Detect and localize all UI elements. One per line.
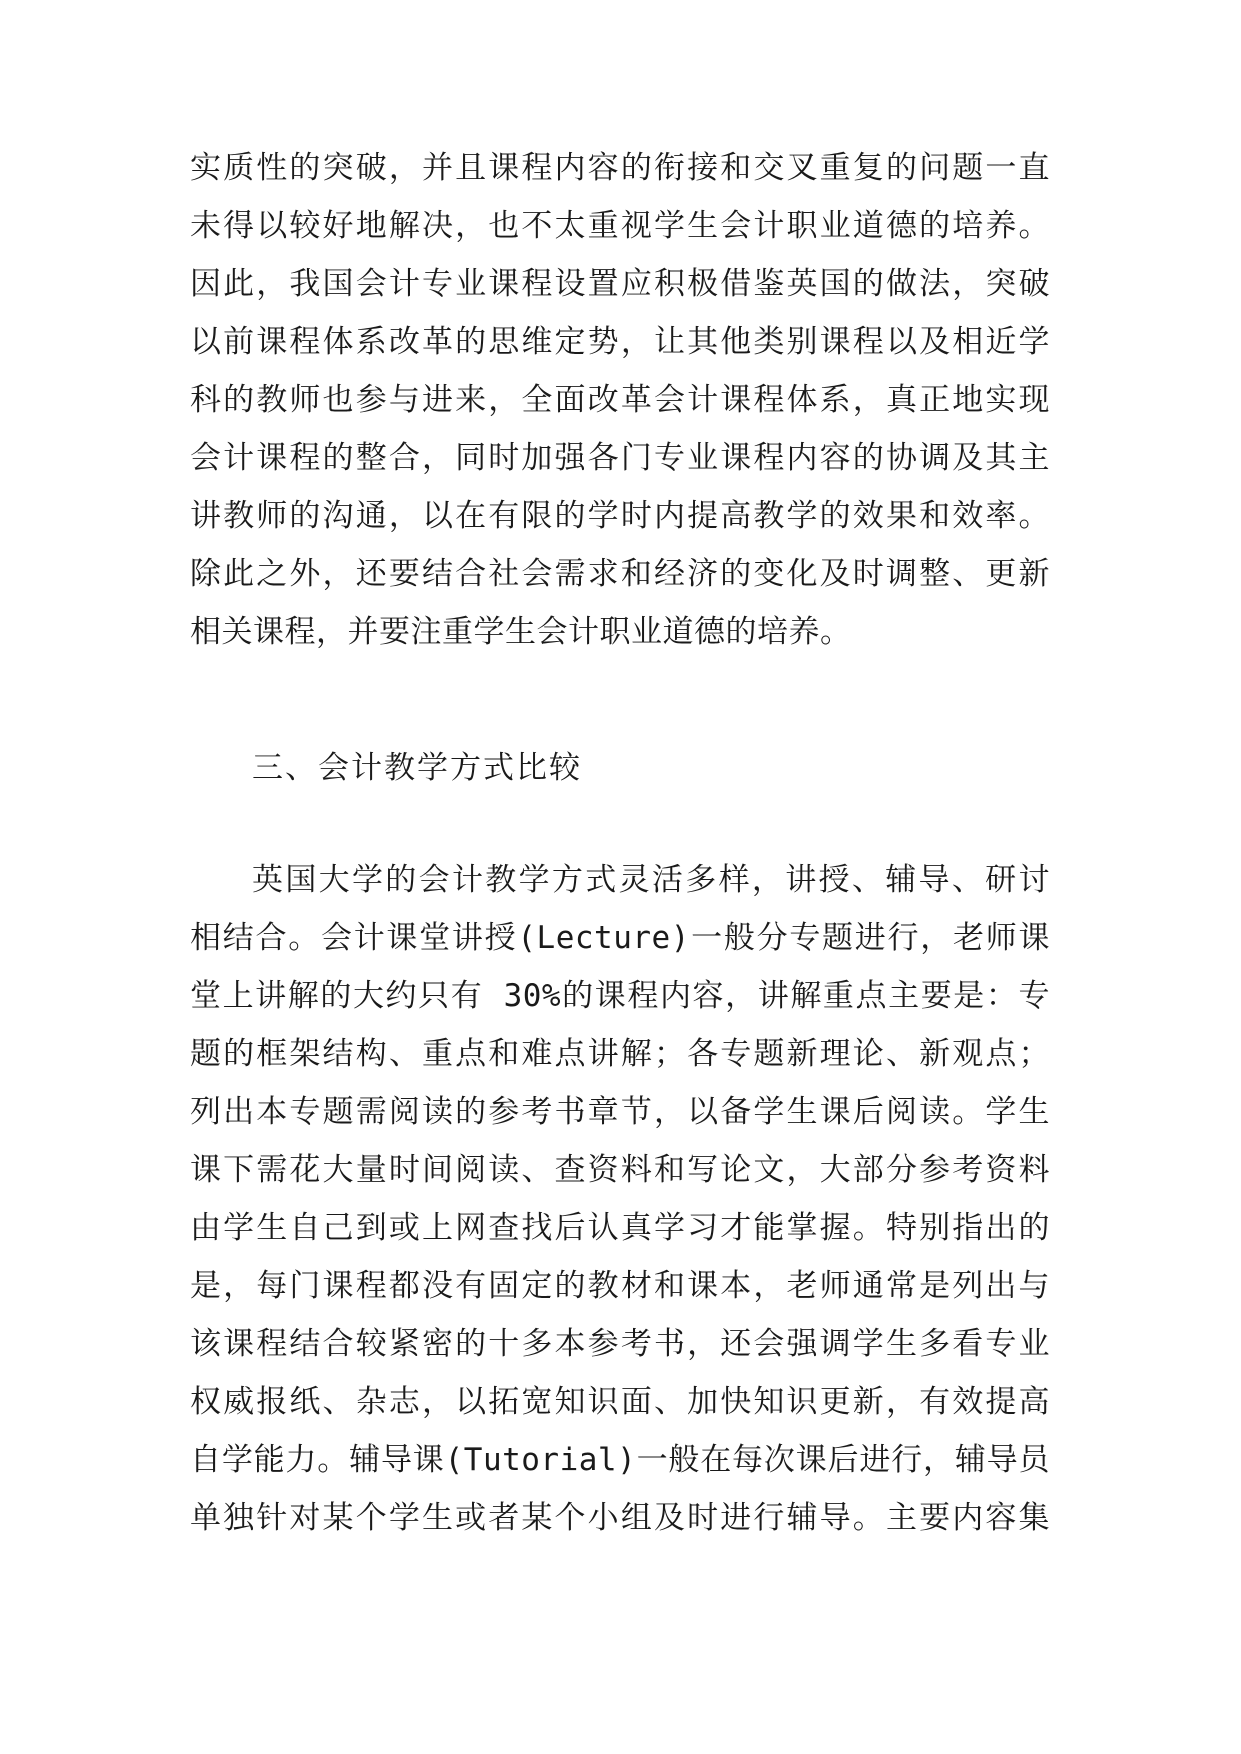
paragraph-line: 列出本专题需阅读的参考书章节，以备学生课后阅读。学生	[190, 1094, 1050, 1130]
paragraph-line: 由学生自己到或上网查找后认真学习才能掌握。特别指出的	[190, 1210, 1050, 1246]
paragraph-line: 堂上讲解的大约只有 30%的课程内容，讲解重点主要是：专	[190, 978, 1050, 1014]
paragraph-line: 是，每门课程都没有固定的教材和课本，老师通常是列出与	[190, 1268, 1050, 1304]
paragraph-line: 会计课程的整合，同时加强各门专业课程内容的协调及其主	[190, 440, 1050, 476]
paragraph-line: 以前课程体系改革的思维定势，让其他类别课程以及相近学	[190, 324, 1050, 360]
paragraph-line: 该课程结合较紧密的十多本参考书，还会强调学生多看专业	[190, 1326, 1050, 1362]
paragraph-line: 权威报纸、杂志，以拓宽知识面、加快知识更新，有效提高	[190, 1384, 1050, 1420]
paragraph-line: 科的教师也参与进来，全面改革会计课程体系，真正地实现	[190, 382, 1050, 418]
paragraph-line: 实质性的突破，并且课程内容的衔接和交叉重复的问题一直	[190, 150, 1050, 186]
paragraph-line: 自学能力。辅导课(Tutorial)一般在每次课后进行，辅导员	[190, 1442, 1050, 1478]
paragraph-line: 未得以较好地解决，也不太重视学生会计职业道德的培养。	[190, 208, 1050, 244]
paragraph-line: 讲教师的沟通，以在有限的学时内提高教学的效果和效率。	[190, 498, 1050, 534]
paragraph-line: 英国大学的会计教学方式灵活多样，讲授、辅导、研讨	[252, 862, 1050, 898]
paragraph-line: 相结合。会计课堂讲授(Lecture)一般分专题进行，老师课	[190, 920, 1050, 956]
paragraph-line: 相关课程，并要注重学生会计职业道德的培养。	[190, 614, 852, 650]
paragraph-line: 课下需花大量时间阅读、查资料和写论文，大部分参考资料	[190, 1152, 1050, 1188]
paragraph-line: 除此之外，还要结合社会需求和经济的变化及时调整、更新	[190, 556, 1050, 592]
paragraph-line: 因此，我国会计专业课程设置应积极借鉴英国的做法，突破	[190, 266, 1050, 302]
section-heading: 三、会计教学方式比较	[252, 750, 582, 786]
paragraph-line: 题的框架结构、重点和难点讲解；各专题新理论、新观点；	[190, 1036, 1050, 1072]
paragraph-line: 单独针对某个学生或者某个小组及时进行辅导。主要内容集	[190, 1500, 1050, 1536]
